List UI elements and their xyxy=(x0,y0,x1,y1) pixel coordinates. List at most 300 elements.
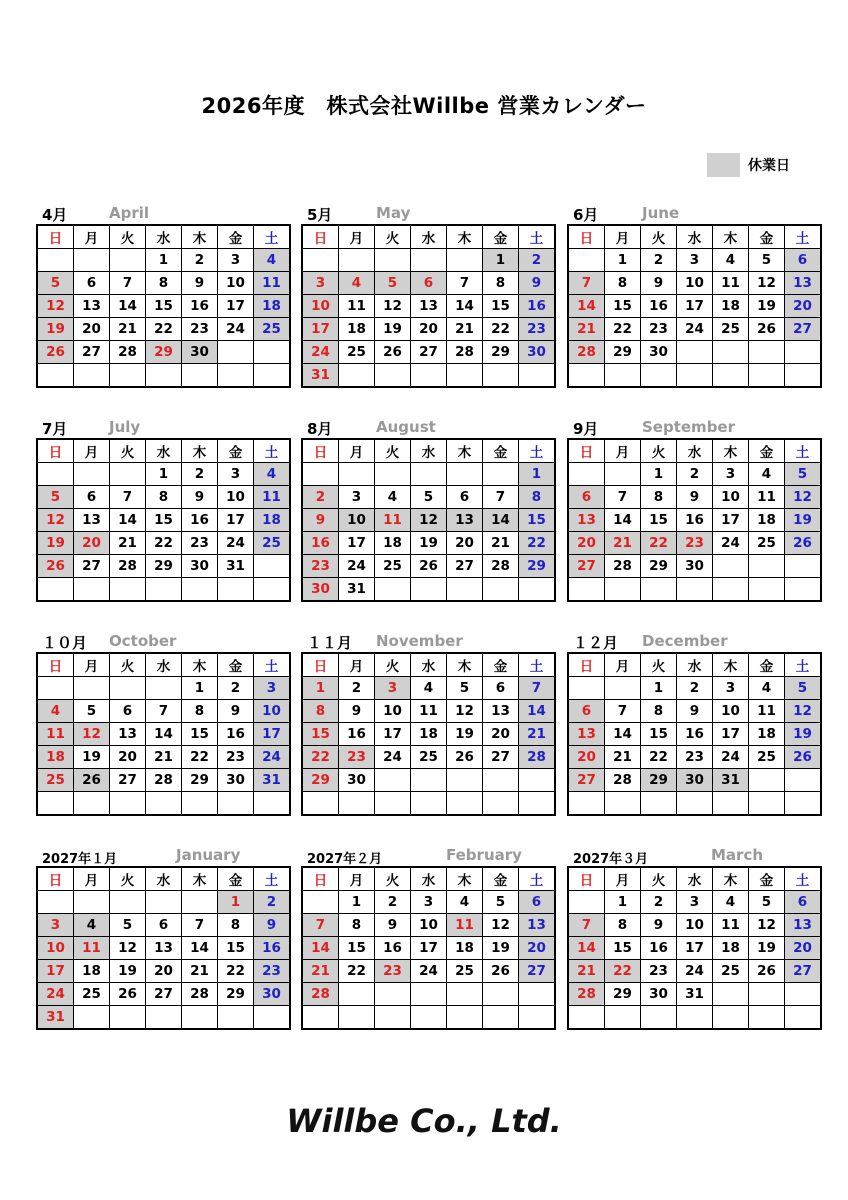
day-cell: 13 xyxy=(785,272,822,295)
empty-cell xyxy=(483,578,519,602)
weekday-header: 木 xyxy=(713,439,749,463)
day-cell: 16 xyxy=(375,937,411,960)
day-cell: 28 xyxy=(110,555,146,578)
day-cell: 24 xyxy=(411,960,447,983)
day-cell: 5 xyxy=(785,463,822,486)
empty-cell xyxy=(785,364,822,388)
week-row xyxy=(37,677,290,700)
day-cell: 8 xyxy=(146,272,182,295)
empty-cell xyxy=(785,1006,822,1030)
day-cell: 11 xyxy=(37,723,74,746)
day-cell: 4 xyxy=(254,249,291,272)
weekday-header: 月 xyxy=(339,439,375,463)
day-cell: 26 xyxy=(749,960,785,983)
day-cell: 27 xyxy=(74,555,110,578)
empty-cell xyxy=(218,341,254,364)
empty-cell xyxy=(749,364,785,388)
day-cell: 6 xyxy=(785,249,822,272)
day-cell: 16 xyxy=(218,723,254,746)
day-cell: 1 xyxy=(605,249,641,272)
day-cell: 4 xyxy=(37,700,74,723)
empty-cell xyxy=(74,249,110,272)
day-cell: 27 xyxy=(447,555,483,578)
empty-cell xyxy=(519,364,556,388)
week-row xyxy=(37,272,290,295)
day-cell: 28 xyxy=(605,555,641,578)
weekday-header: 金 xyxy=(749,225,785,249)
day-cell: 17 xyxy=(218,509,254,532)
day-cell: 20 xyxy=(568,532,605,555)
week-row xyxy=(568,723,821,746)
day-cell: 9 xyxy=(519,272,556,295)
empty-cell xyxy=(254,555,291,578)
day-cell: 9 xyxy=(254,914,291,937)
day-cell: 21 xyxy=(568,318,605,341)
week-row xyxy=(37,364,290,388)
empty-cell xyxy=(447,578,483,602)
weekday-header: 日 xyxy=(37,867,74,891)
day-cell: 27 xyxy=(785,960,822,983)
month-label-jp: 4月 xyxy=(42,206,68,224)
empty-cell xyxy=(37,249,74,272)
day-cell: 21 xyxy=(182,960,218,983)
weekday-header: 金 xyxy=(749,867,785,891)
day-cell: 29 xyxy=(218,983,254,1006)
month-august xyxy=(301,416,547,602)
month-label-en: November xyxy=(376,632,463,650)
day-cell: 2 xyxy=(182,463,218,486)
empty-cell xyxy=(375,1006,411,1030)
day-cell: 22 xyxy=(182,746,218,769)
weekday-header: 水 xyxy=(146,653,182,677)
day-cell: 10 xyxy=(218,486,254,509)
empty-cell xyxy=(677,578,713,602)
week-row xyxy=(568,1006,821,1030)
day-cell: 16 xyxy=(641,937,677,960)
day-cell: 21 xyxy=(146,746,182,769)
day-cell: 27 xyxy=(519,960,556,983)
week-row xyxy=(302,914,555,937)
month-label-jp: 7月 xyxy=(42,420,68,438)
day-cell: 27 xyxy=(411,341,447,364)
weekday-header: 水 xyxy=(677,439,713,463)
day-cell: 25 xyxy=(749,532,785,555)
day-cell: 3 xyxy=(37,914,74,937)
empty-cell xyxy=(110,1006,146,1030)
day-cell: 19 xyxy=(375,318,411,341)
weekday-header: 水 xyxy=(411,439,447,463)
month-header xyxy=(567,630,813,652)
day-cell: 14 xyxy=(568,937,605,960)
empty-cell xyxy=(641,578,677,602)
day-cell: 6 xyxy=(411,272,447,295)
month-table xyxy=(301,652,556,816)
day-cell: 10 xyxy=(254,700,291,723)
day-cell: 29 xyxy=(302,769,339,792)
day-cell: 25 xyxy=(375,555,411,578)
empty-cell xyxy=(74,891,110,914)
day-cell: 18 xyxy=(37,746,74,769)
empty-cell xyxy=(37,792,74,816)
empty-cell xyxy=(218,364,254,388)
day-cell: 30 xyxy=(182,555,218,578)
weekday-header-row xyxy=(37,653,290,677)
day-cell: 5 xyxy=(37,272,74,295)
day-cell: 19 xyxy=(447,723,483,746)
day-cell: 16 xyxy=(339,723,375,746)
week-row xyxy=(568,769,821,792)
willbe-logo-icon xyxy=(274,1100,574,1140)
day-cell: 18 xyxy=(749,509,785,532)
week-row xyxy=(37,341,290,364)
empty-cell xyxy=(146,578,182,602)
day-cell: 30 xyxy=(677,555,713,578)
day-cell: 9 xyxy=(677,486,713,509)
week-row xyxy=(37,486,290,509)
weekday-header: 月 xyxy=(339,867,375,891)
day-cell: 1 xyxy=(146,249,182,272)
day-cell: 26 xyxy=(483,960,519,983)
day-cell: 16 xyxy=(254,937,291,960)
day-cell: 2 xyxy=(519,249,556,272)
weekday-header: 火 xyxy=(641,867,677,891)
week-row xyxy=(37,318,290,341)
empty-cell xyxy=(677,341,713,364)
weekday-header: 月 xyxy=(339,225,375,249)
empty-cell xyxy=(74,463,110,486)
weekday-header: 木 xyxy=(182,653,218,677)
week-row xyxy=(302,295,555,318)
day-cell: 31 xyxy=(302,364,339,388)
weekday-header: 木 xyxy=(713,225,749,249)
day-cell: 31 xyxy=(677,983,713,1006)
day-cell: 15 xyxy=(339,937,375,960)
week-row xyxy=(568,914,821,937)
week-row xyxy=(568,891,821,914)
empty-cell xyxy=(218,792,254,816)
day-cell: 12 xyxy=(411,509,447,532)
week-row xyxy=(568,700,821,723)
month-june xyxy=(567,202,813,388)
day-cell: 27 xyxy=(74,341,110,364)
month-label-jp: １２月 xyxy=(573,634,619,652)
empty-cell xyxy=(375,769,411,792)
day-cell: 1 xyxy=(302,677,339,700)
day-cell: 19 xyxy=(37,318,74,341)
day-cell: 20 xyxy=(110,746,146,769)
day-cell: 17 xyxy=(375,723,411,746)
day-cell: 9 xyxy=(375,914,411,937)
week-row xyxy=(568,746,821,769)
day-cell: 5 xyxy=(483,891,519,914)
day-cell: 28 xyxy=(447,341,483,364)
weekday-header: 火 xyxy=(375,867,411,891)
weekday-header: 土 xyxy=(519,653,556,677)
day-cell: 20 xyxy=(74,532,110,555)
day-cell: 1 xyxy=(605,891,641,914)
day-cell: 3 xyxy=(677,249,713,272)
empty-cell xyxy=(182,364,218,388)
day-cell: 7 xyxy=(182,914,218,937)
day-cell: 7 xyxy=(519,677,556,700)
day-cell: 21 xyxy=(110,318,146,341)
month-label-jp: 6月 xyxy=(573,206,599,224)
empty-cell xyxy=(713,792,749,816)
month-label-jp: １１月 xyxy=(307,634,353,652)
month-header xyxy=(567,202,813,224)
day-cell: 23 xyxy=(339,746,375,769)
week-row xyxy=(568,677,821,700)
day-cell: 19 xyxy=(785,509,822,532)
month-may xyxy=(301,202,547,388)
empty-cell xyxy=(785,341,822,364)
day-cell: 18 xyxy=(411,723,447,746)
month-september xyxy=(567,416,813,602)
day-cell: 3 xyxy=(302,272,339,295)
empty-cell xyxy=(483,1006,519,1030)
empty-cell xyxy=(483,792,519,816)
day-cell: 22 xyxy=(641,532,677,555)
empty-cell xyxy=(254,341,291,364)
week-row xyxy=(568,555,821,578)
weekday-header: 土 xyxy=(785,225,822,249)
week-row xyxy=(37,555,290,578)
day-cell: 15 xyxy=(641,723,677,746)
day-cell: 27 xyxy=(568,555,605,578)
week-row xyxy=(568,318,821,341)
day-cell: 27 xyxy=(568,769,605,792)
day-cell: 31 xyxy=(37,1006,74,1030)
weekday-header: 土 xyxy=(254,225,291,249)
empty-cell xyxy=(483,364,519,388)
day-cell: 30 xyxy=(339,769,375,792)
month-table xyxy=(36,866,291,1030)
month-october xyxy=(36,630,282,816)
day-cell: 26 xyxy=(74,769,110,792)
day-cell: 3 xyxy=(375,677,411,700)
empty-cell xyxy=(605,578,641,602)
day-cell: 28 xyxy=(110,341,146,364)
week-row xyxy=(302,983,555,1006)
day-cell: 3 xyxy=(218,249,254,272)
weekday-header: 水 xyxy=(146,867,182,891)
weekday-header: 土 xyxy=(785,439,822,463)
week-row xyxy=(568,792,821,816)
day-cell: 14 xyxy=(146,723,182,746)
empty-cell xyxy=(605,364,641,388)
day-cell: 19 xyxy=(37,532,74,555)
day-cell: 1 xyxy=(519,463,556,486)
day-cell: 10 xyxy=(677,272,713,295)
day-cell: 12 xyxy=(749,914,785,937)
empty-cell xyxy=(37,364,74,388)
day-cell: 19 xyxy=(411,532,447,555)
day-cell: 3 xyxy=(254,677,291,700)
weekday-header: 金 xyxy=(218,867,254,891)
day-cell: 20 xyxy=(568,746,605,769)
empty-cell xyxy=(677,1006,713,1030)
empty-cell xyxy=(254,364,291,388)
empty-cell xyxy=(182,1006,218,1030)
day-cell: 18 xyxy=(254,295,291,318)
day-cell: 24 xyxy=(302,341,339,364)
day-cell: 23 xyxy=(519,318,556,341)
day-cell: 18 xyxy=(339,318,375,341)
week-row xyxy=(568,463,821,486)
day-cell: 19 xyxy=(483,937,519,960)
week-row xyxy=(302,509,555,532)
week-row xyxy=(568,983,821,1006)
empty-cell xyxy=(749,769,785,792)
day-cell: 17 xyxy=(37,960,74,983)
day-cell: 12 xyxy=(110,937,146,960)
day-cell: 4 xyxy=(749,463,785,486)
day-cell: 21 xyxy=(447,318,483,341)
day-cell: 8 xyxy=(218,914,254,937)
day-cell: 12 xyxy=(74,723,110,746)
empty-cell xyxy=(110,463,146,486)
day-cell: 4 xyxy=(749,677,785,700)
day-cell: 15 xyxy=(605,937,641,960)
weekday-header: 木 xyxy=(447,867,483,891)
day-cell: 19 xyxy=(785,723,822,746)
weekday-header: 水 xyxy=(677,225,713,249)
day-cell: 26 xyxy=(37,555,74,578)
empty-cell xyxy=(339,792,375,816)
day-cell: 3 xyxy=(339,486,375,509)
day-cell: 29 xyxy=(605,341,641,364)
month-header xyxy=(36,630,282,652)
day-cell: 9 xyxy=(677,700,713,723)
week-row xyxy=(302,792,555,816)
day-cell: 22 xyxy=(483,318,519,341)
day-cell: 2 xyxy=(302,486,339,509)
empty-cell xyxy=(411,792,447,816)
day-cell: 13 xyxy=(483,700,519,723)
weekday-header: 火 xyxy=(110,867,146,891)
weekday-header: 月 xyxy=(605,225,641,249)
week-row xyxy=(302,891,555,914)
week-row xyxy=(37,792,290,816)
week-row xyxy=(568,509,821,532)
empty-cell xyxy=(146,364,182,388)
day-cell: 1 xyxy=(339,891,375,914)
day-cell: 5 xyxy=(447,677,483,700)
week-row xyxy=(302,700,555,723)
legend-label: 休業日 xyxy=(748,158,790,174)
day-cell: 1 xyxy=(146,463,182,486)
empty-cell xyxy=(749,792,785,816)
empty-cell xyxy=(605,1006,641,1030)
day-cell: 8 xyxy=(605,914,641,937)
empty-cell xyxy=(568,1006,605,1030)
day-cell: 29 xyxy=(641,555,677,578)
weekday-header: 金 xyxy=(749,653,785,677)
day-cell: 30 xyxy=(677,769,713,792)
day-cell: 19 xyxy=(749,295,785,318)
month-label-en: July xyxy=(109,418,141,436)
day-cell: 20 xyxy=(785,295,822,318)
day-cell: 24 xyxy=(677,960,713,983)
day-cell: 5 xyxy=(74,700,110,723)
empty-cell xyxy=(605,677,641,700)
day-cell: 30 xyxy=(218,769,254,792)
month-table xyxy=(567,438,822,602)
day-cell: 18 xyxy=(749,723,785,746)
weekday-header-row xyxy=(568,439,821,463)
weekday-header: 日 xyxy=(302,225,339,249)
day-cell: 20 xyxy=(519,937,556,960)
weekday-header: 火 xyxy=(110,439,146,463)
weekday-header: 日 xyxy=(302,439,339,463)
empty-cell xyxy=(146,891,182,914)
day-cell: 25 xyxy=(447,960,483,983)
day-cell: 24 xyxy=(375,746,411,769)
day-cell: 10 xyxy=(339,509,375,532)
empty-cell xyxy=(447,983,483,1006)
empty-cell xyxy=(411,1006,447,1030)
week-row xyxy=(302,555,555,578)
day-cell: 9 xyxy=(641,272,677,295)
day-cell: 17 xyxy=(677,295,713,318)
month-february xyxy=(301,844,547,1030)
month-table xyxy=(36,652,291,816)
day-cell: 6 xyxy=(519,891,556,914)
day-cell: 8 xyxy=(182,700,218,723)
weekday-header: 水 xyxy=(411,867,447,891)
week-row xyxy=(37,914,290,937)
weekday-header: 火 xyxy=(641,225,677,249)
week-row xyxy=(568,578,821,602)
day-cell: 25 xyxy=(339,341,375,364)
day-cell: 4 xyxy=(713,891,749,914)
day-cell: 2 xyxy=(677,463,713,486)
weekday-header: 月 xyxy=(74,867,110,891)
week-row xyxy=(302,463,555,486)
month-table xyxy=(36,224,291,388)
empty-cell xyxy=(568,364,605,388)
day-cell: 15 xyxy=(483,295,519,318)
day-cell: 13 xyxy=(74,509,110,532)
day-cell: 28 xyxy=(182,983,218,1006)
day-cell: 12 xyxy=(785,486,822,509)
empty-cell xyxy=(411,364,447,388)
week-row xyxy=(302,272,555,295)
day-cell: 8 xyxy=(339,914,375,937)
day-cell: 23 xyxy=(641,318,677,341)
day-cell: 28 xyxy=(302,983,339,1006)
day-cell: 23 xyxy=(254,960,291,983)
empty-cell xyxy=(37,578,74,602)
month-table xyxy=(301,866,556,1030)
day-cell: 8 xyxy=(302,700,339,723)
day-cell: 7 xyxy=(568,272,605,295)
day-cell: 16 xyxy=(641,295,677,318)
empty-cell xyxy=(519,792,556,816)
month-table xyxy=(567,652,822,816)
month-header xyxy=(567,416,813,438)
weekday-header: 金 xyxy=(483,225,519,249)
day-cell: 15 xyxy=(146,295,182,318)
empty-cell xyxy=(375,364,411,388)
day-cell: 4 xyxy=(411,677,447,700)
week-row xyxy=(302,364,555,388)
weekday-header: 金 xyxy=(749,439,785,463)
month-label-en: August xyxy=(376,418,436,436)
weekday-header: 木 xyxy=(447,653,483,677)
week-row xyxy=(568,532,821,555)
day-cell: 17 xyxy=(713,509,749,532)
